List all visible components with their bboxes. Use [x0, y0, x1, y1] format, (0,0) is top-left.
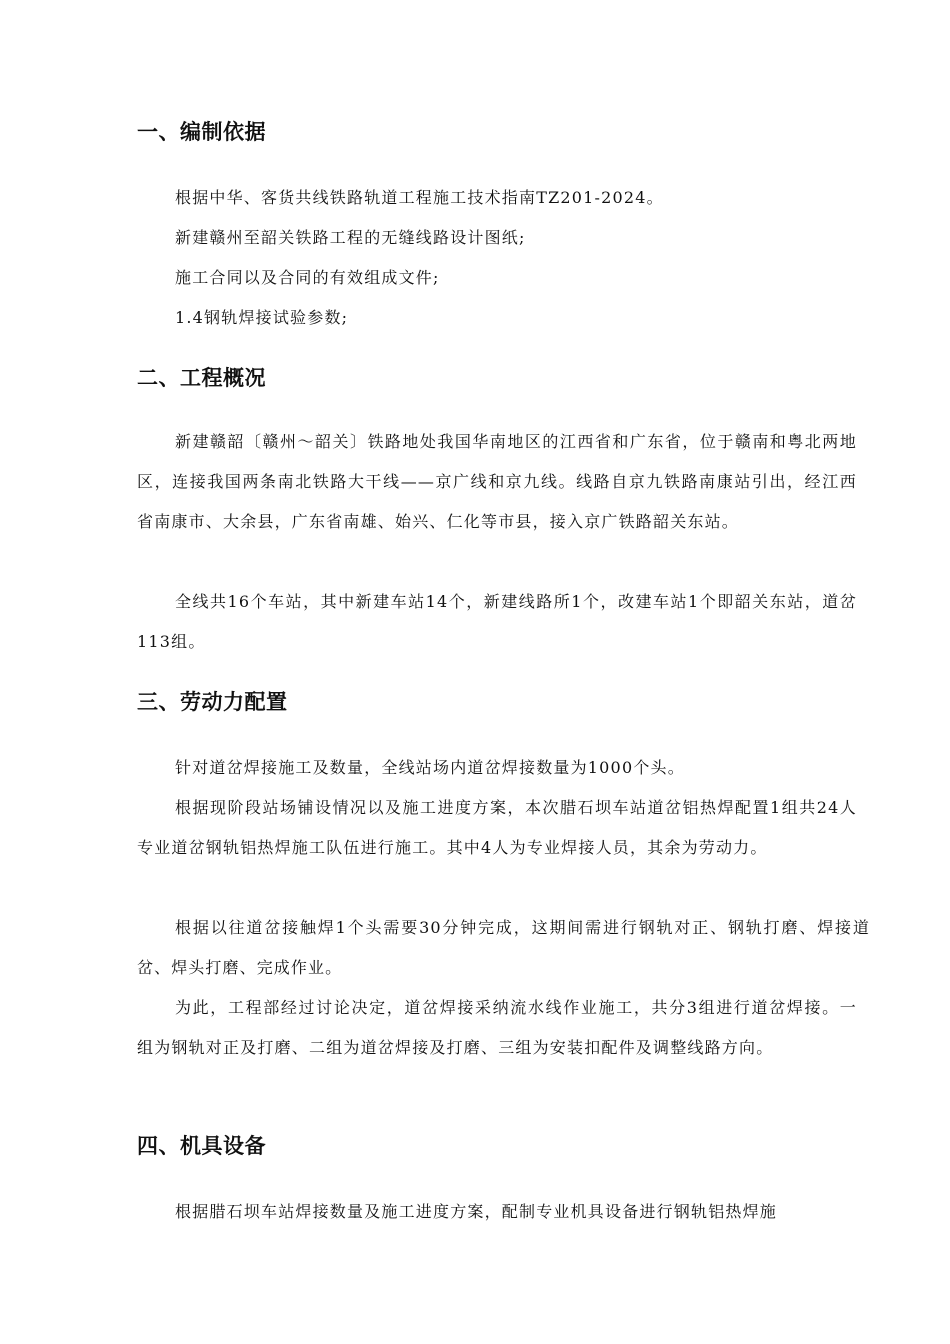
paragraph: 针对道岔焊接施工及数量，全线站场内道岔焊接数量为1000个头。 [175, 758, 685, 777]
section-heading-equipment: 四、机具设备 [137, 1134, 266, 1158]
paragraph: 新建赣韶〔赣州～韶关〕铁路地处我国华南地区的江西省和广东省，位于赣南和粤北两地区，连接我国两条南北铁路大干线——京广线和京九线。线路自京九铁路南康站引出，经江西省南康市、大余县，广东省南雄、始兴、仁化等市县，接入京广铁路韶关东站。 [137, 432, 857, 531]
paragraph: 1.4钢轨焊接试验参数; [175, 308, 349, 327]
section-heading-basis: 一、编制依据 [137, 120, 266, 144]
paragraph: 施工合同以及合同的有效组成文件; [175, 268, 440, 287]
paragraph: 根据现阶段站场铺设情况以及施工进度方案，本次腊石坝车站道岔铝热焊配置1组共24人专业道岔钢轨铝热焊施工队伍进行施工。其中4人为专业焊接人员，其余为劳动力。 [137, 798, 857, 857]
section-heading-labor: 三、劳动力配置 [137, 690, 288, 714]
paragraph: 根据腊石坝车站焊接数量及施工进度方案，配制专业机具设备进行钢轨铝热焊施 [175, 1202, 778, 1221]
paragraph: 全线共16个车站，其中新建车站14个，新建线路所1个，改建车站1个即韶关东站，道岔 113组。 [137, 592, 857, 651]
paragraph: 根据以往道岔接触焊1个头需要30分钟完成，这期间需进行钢轨对正、钢轨打磨、焊接道岔、焊头打磨、完成作业。 [137, 918, 870, 977]
paragraph: 为此，工程部经过讨论决定，道岔焊接采纳流水线作业施工，共分3组进行道岔焊接。一组为钢轨对正及打磨、二组为道岔焊接及打磨、三组为安装扣配件及调整线路方向。 [137, 998, 857, 1057]
section-heading-overview: 二、工程概况 [137, 366, 266, 390]
paragraph: 根据中华、客货共线铁路轨道工程施工技术指南TZ201-2024。 [175, 188, 664, 207]
paragraph: 新建赣州至韶关铁路工程的无缝线路设计图纸; [175, 228, 526, 247]
